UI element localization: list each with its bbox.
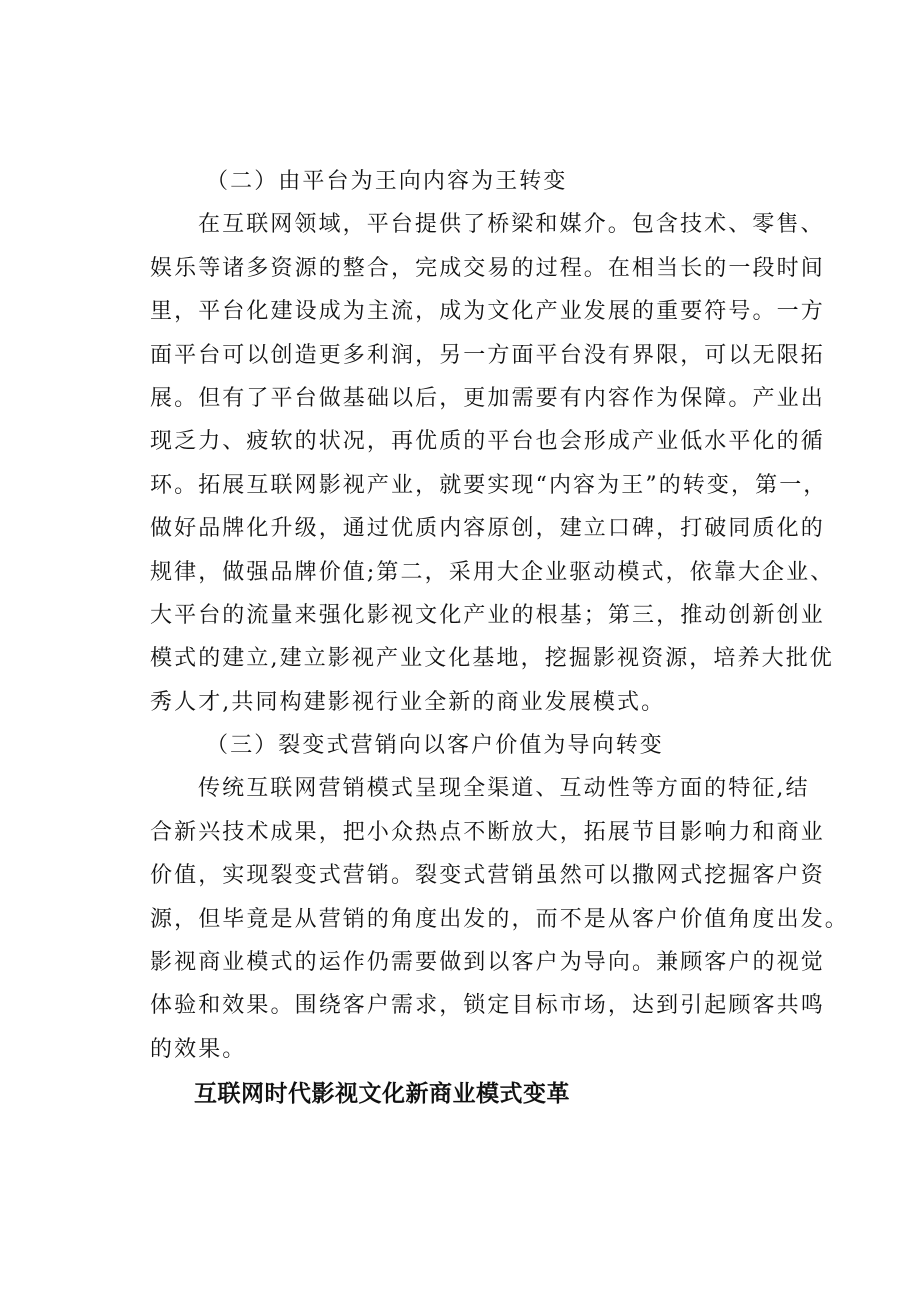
paragraph-line: 展。但有了平台做基础以后，更加需要有内容作为保障。产业出 xyxy=(150,386,825,411)
paragraph-line: 合新兴技术成果，把小众热点不断放大，拓展节目影响力和商业 xyxy=(150,820,825,845)
footer-heading: 互联网时代影视文化新商业模式变革 xyxy=(194,1081,570,1107)
paragraph-line: 里，平台化建设成为主流，成为文化产业发展的重要符号。一方 xyxy=(150,299,825,324)
paragraph-line: 传统互联网营销模式呈现全渠道、互动性等方面的特征,结 xyxy=(198,776,810,801)
section-3-title: （三）裂变式营销向以客户价值为导向转变 xyxy=(206,733,664,758)
section-2-title: （二）由平台为王向内容为王转变 xyxy=(206,169,568,194)
paragraph-line: 大平台的流量来强化影视文化产业的根基；第三，推动创新创业 xyxy=(150,603,825,628)
paragraph-line: 环。拓展互联网影视产业，就要实现“内容为王”的转变，第一， xyxy=(150,473,828,498)
paragraph-line: 体验和效果。围绕客户需求，锁定目标市场，达到引起顾客共鸣 xyxy=(150,993,825,1018)
paragraph-line: 面平台可以创造更多利润，另一方面平台没有界限，可以无限拓 xyxy=(150,343,825,368)
paragraph-line: 的效果。 xyxy=(150,1037,247,1062)
paragraph-line: 源，但毕竟是从营销的角度出发的，而不是从客户价值角度出发。 xyxy=(150,907,849,932)
paragraph-line: 影视商业模式的运作仍需要做到以客户为导向。兼顾客户的视觉 xyxy=(150,950,825,975)
paragraph-line: 规律，做强品牌价值;第二，采用大企业驱动模式，依靠大企业、 xyxy=(150,560,835,585)
paragraph-line: 在互联网领域，平台提供了桥梁和媒介。包含技术、零售、 xyxy=(198,212,825,237)
paragraph-line: 做好品牌化升级，通过优质内容原创，建立口碑，打破同质化的 xyxy=(150,516,825,541)
paragraph-line: 模式的建立,建立影视产业文化基地，挖掘影视资源，培养大批优 xyxy=(150,646,834,671)
paragraph-line: 娱乐等诸多资源的整合，完成交易的过程。在相当长的一段时间 xyxy=(150,256,825,281)
paragraph-line: 价值，实现裂变式营销。裂变式营销虽然可以撒网式挖掘客户资 xyxy=(150,863,825,888)
paragraph-line: 秀人才,共同构建影视行业全新的商业发展模式。 xyxy=(150,690,666,715)
paragraph-line: 现乏力、疲软的状况，再优质的平台也会形成产业低水平化的循 xyxy=(150,429,825,454)
